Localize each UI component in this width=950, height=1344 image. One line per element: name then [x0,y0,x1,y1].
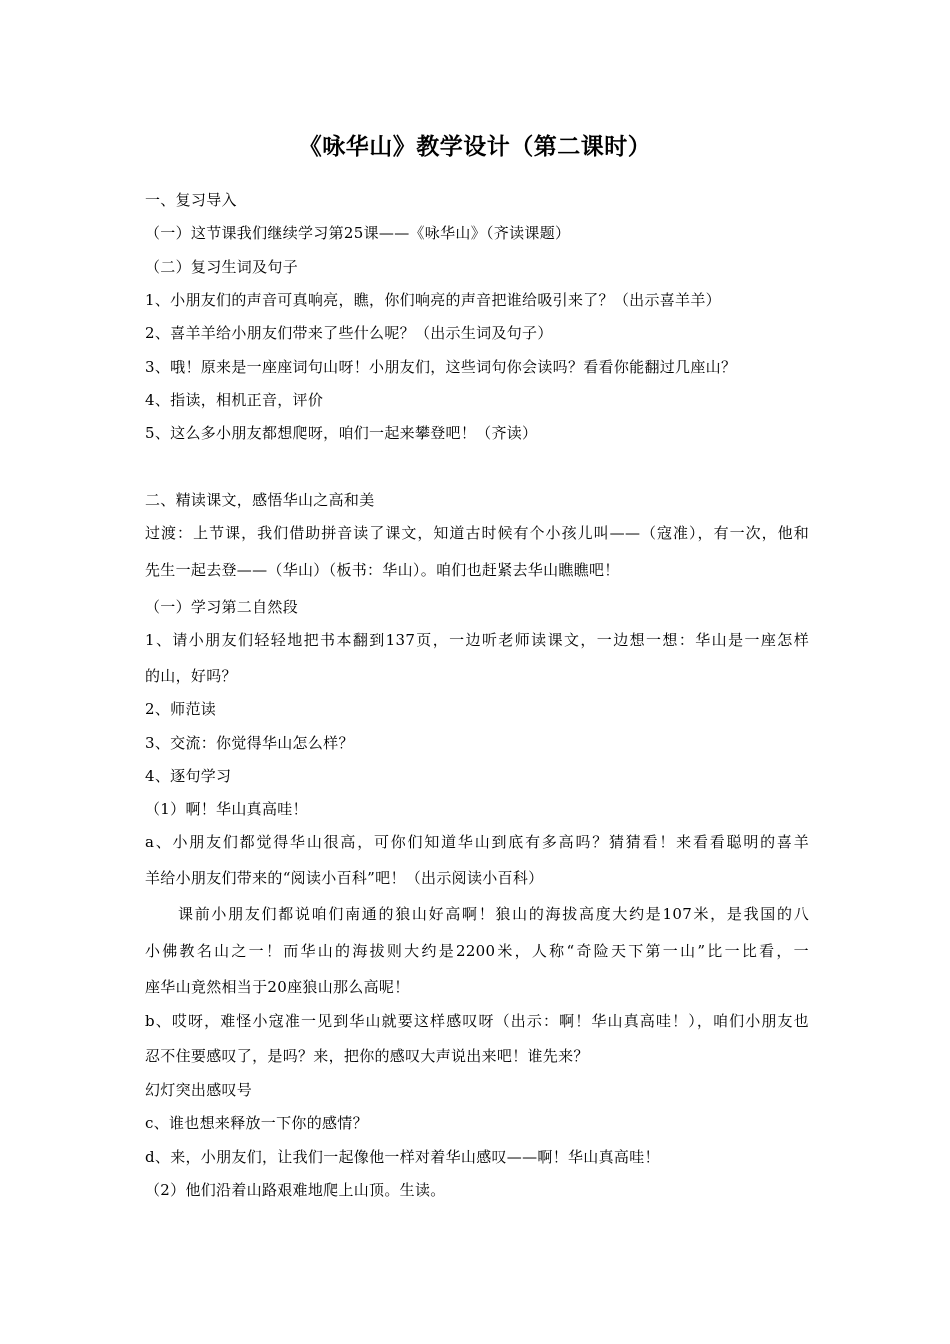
text-line: （2）他们沿着山路艰难地爬上山顶。生读。 [145,1181,446,1199]
text-line: 座华山竟然相当于20座狼山那么高呢！ [145,978,410,996]
text-line: a、小朋友们都觉得华山很高，可你们知道华山到底有多高吗？猜猜看！来看看聪明的喜羊 [145,833,809,851]
text-line: 课前小朋友们都说咱们南通的狼山好高啊！狼山的海拔高度大约是107米，是我国的八 [178,905,809,923]
text-line: 2、喜羊羊给小朋友们带来了些什么呢？（出示生词及句子） [145,324,553,342]
text-line: 2、师范读 [145,700,217,718]
section-heading-review: 一、复习导入 [145,191,237,209]
text-line: （一）这节课我们继续学习第25课——《咏华山》（齐读课题） [145,224,571,242]
text-line: 羊给小朋友们带来的“阅读小百科”吧！（出示阅读小百科） [145,869,544,887]
document-title: 《咏华山》教学设计（第二课时） [298,134,652,160]
text-line: b、哎呀，难怪小寇准一见到华山就要这样感叹呀（出示：啊！华山真高哇！），咱们小朋友也 [145,1012,809,1030]
text-line: 5、这么多小朋友都想爬呀，咱们一起来攀登吧！（齐读） [145,424,538,442]
text-line: 的山，好吗？ [145,667,237,685]
text-line: 过渡：上节课，我们借助拼音读了课文，知道古时候有个小孩儿叫——（寇准），有一次，他和 [145,524,809,542]
text-line: d、来，小朋友们，让我们一起像他一样对着华山感叹——啊！华山真高哇！ [145,1148,660,1166]
text-line: 小佛教名山之一！而华山的海拔则大约是2200米，人称“奇险天下第一山”比一比看，一 [145,942,809,960]
text-line: 4、逐句学习 [145,767,232,785]
section-heading-close-reading: 二、精读课文，感悟华山之高和美 [145,491,375,509]
text-line: 1、小朋友们的声音可真响亮，瞧，你们响亮的声音把谁给吸引来了？（出示喜羊羊） [145,291,721,309]
text-line: 4、指读，相机正音，评价 [145,391,324,409]
text-line: （一）学习第二自然段 [145,598,299,616]
text-line: c、谁也想来释放一下你的感情？ [145,1114,368,1132]
text-line: 3、哦！原来是一座座词句山呀！小朋友们，这些词句你会读吗？看看你能翻过几座山？ [145,358,737,376]
text-line: 1、请小朋友们轻轻地把书本翻到137页，一边听老师读课文，一边想一想：华山是一座怎样 [145,631,809,649]
text-line: 先生一起去登——（华山）（板书：华山）。咱们也赶紧去华山瞧瞧吧！ [145,561,620,579]
text-line: 幻灯突出感叹号 [145,1081,253,1099]
text-line: 3、交流：你觉得华山怎么样？ [145,734,354,752]
text-line: （1）啊！华山真高哇！ [145,800,308,818]
text-line: （二）复习生词及句子 [145,258,299,276]
text-line: 忍不住要感叹了，是吗？来，把你的感叹大声说出来吧！谁先来？ [145,1047,589,1065]
